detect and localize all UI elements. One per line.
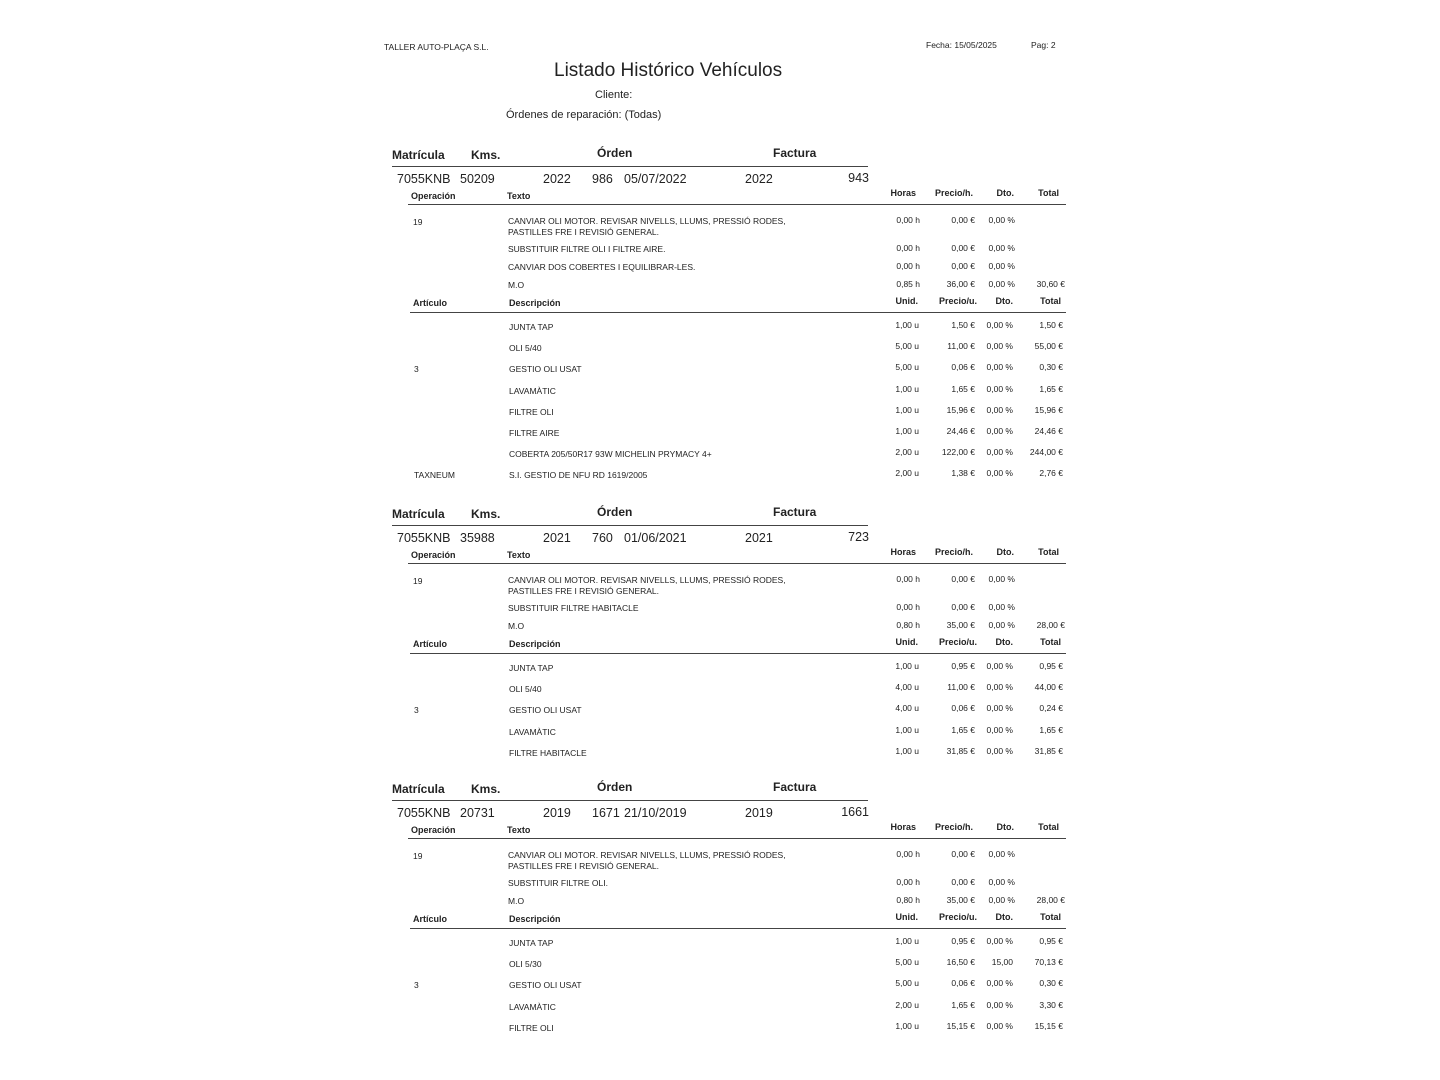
col-horas: Horas <box>890 547 916 557</box>
col-precio-unidad: Precio/u. <box>938 912 977 922</box>
article-total: 55,00 € <box>1034 341 1063 352</box>
header-orden: Órden <box>597 505 633 519</box>
article-description: FILTRE HABITACLE <box>509 747 587 758</box>
article-description: FILTRE AIRE <box>509 428 560 438</box>
operation-rate: 0,00 € <box>951 243 975 253</box>
order-date: 05/07/2022 <box>624 172 687 186</box>
plate-number: 7055KNB <box>397 806 451 820</box>
operation-hours: 0,00 h <box>896 849 920 859</box>
page-title: Listado Histórico Vehículos <box>554 60 783 81</box>
article-total: 0,24 € <box>1039 703 1063 714</box>
article-unit-price: 1,65 € <box>951 383 975 394</box>
operation-code: 19 <box>413 851 423 861</box>
col-unid: Unid. <box>895 296 918 306</box>
article-description: FILTRE OLI <box>509 1022 554 1033</box>
invoice-year: 2022 <box>745 172 773 186</box>
operation-hours: 0,80 h <box>896 895 920 905</box>
article-code: TAXNEUM <box>414 470 455 481</box>
invoice-number: 943 <box>848 171 869 185</box>
article-description: GESTIO OLI USAT <box>509 980 582 991</box>
operation-discount: 0,00 % <box>988 877 1015 887</box>
operation-hours: 0,00 h <box>896 215 920 225</box>
article-discount: 0,00 % <box>986 362 1013 373</box>
article-unit-price: 1,50 € <box>951 320 975 330</box>
plate-number: 7055KNB <box>397 172 451 186</box>
article-description: LAVAMÀTIC <box>509 385 556 396</box>
col-texto: Texto <box>507 191 531 201</box>
article-units: 1,00 u <box>895 320 919 330</box>
operation-code: 19 <box>413 217 423 227</box>
operation-text: M.O <box>508 896 525 906</box>
article-description: OLI 5/30 <box>509 959 542 970</box>
operation-rate: 35,00 € <box>946 895 975 905</box>
article-units: 1,00 u <box>895 383 919 394</box>
article-description: LAVAMÀTIC <box>509 726 556 737</box>
article-total: 0,30 € <box>1039 362 1063 373</box>
article-total: 44,00 € <box>1034 682 1063 693</box>
article-unit-price: 15,15 € <box>946 1020 975 1031</box>
order-year: 2019 <box>543 806 571 820</box>
article-description: JUNTA TAP <box>509 938 554 948</box>
operation-total: 28,00 € <box>1036 895 1065 905</box>
header-matricula: Matrícula <box>392 782 445 796</box>
article-units: 1,00 u <box>895 426 919 436</box>
col-articulo: Artículo <box>413 298 448 308</box>
operation-total: 28,00 € <box>1036 620 1065 630</box>
operation-text: M.O <box>508 621 525 631</box>
article-description: OLI 5/40 <box>509 684 542 695</box>
col-precio-hora: Precio/h. <box>934 188 973 198</box>
order-number: 986 <box>592 172 613 186</box>
article-total: 1,50 € <box>1039 320 1063 330</box>
operation-discount: 0,00 % <box>988 895 1015 905</box>
col-dto: Dto. <box>996 188 1014 198</box>
col-precio-unidad: Precio/u. <box>938 296 977 306</box>
article-total: 3,30 € <box>1039 999 1063 1010</box>
record-header-rule <box>392 800 868 801</box>
article-units: 1,00 u <box>895 936 919 946</box>
article-unit-price: 15,96 € <box>946 404 975 415</box>
col-articulo: Artículo <box>413 914 448 924</box>
article-total: 31,85 € <box>1034 745 1063 756</box>
col-total: Total <box>1038 188 1059 198</box>
order-year: 2021 <box>543 531 571 545</box>
article-total: 24,46 € <box>1034 426 1063 436</box>
article-code: 3 <box>414 980 419 991</box>
operation-rate: 35,00 € <box>946 620 975 630</box>
article-description: OLI 5/40 <box>509 343 542 354</box>
record-header-rule <box>392 166 868 167</box>
order-number: 760 <box>592 531 613 545</box>
operation-hours: 0,85 h <box>896 279 920 289</box>
article-unit-price: 24,46 € <box>946 426 975 436</box>
col-total: Total <box>1040 637 1061 647</box>
article-description: FILTRE OLI <box>509 406 554 417</box>
article-total: 15,96 € <box>1034 404 1063 415</box>
operations-rule <box>408 204 1066 205</box>
article-description: COBERTA 205/50R17 93W MICHELIN PRYMACY 4+ <box>509 449 712 460</box>
operation-hours: 0,00 h <box>896 574 920 584</box>
article-total: 0,95 € <box>1039 936 1063 946</box>
article-description: GESTIO OLI USAT <box>509 364 582 375</box>
invoice-year: 2021 <box>745 531 773 545</box>
operation-text-line2: PASTILLES FRE I REVISIÓ GENERAL. <box>508 861 659 871</box>
operation-discount: 0,00 % <box>988 243 1015 253</box>
operations-rule <box>408 838 1066 839</box>
header-matricula: Matrícula <box>392 507 445 521</box>
article-description: GESTIO OLI USAT <box>509 705 582 716</box>
article-unit-price: 122,00 € <box>941 447 975 458</box>
kms-value: 20731 <box>460 806 495 820</box>
article-code: 3 <box>414 364 419 375</box>
article-units: 5,00 u <box>895 978 919 989</box>
page-number: Pag: 2 <box>1031 40 1056 50</box>
operation-discount: 0,00 % <box>988 261 1015 271</box>
article-discount: 0,00 % <box>986 703 1013 714</box>
operation-text: M.O <box>508 280 525 290</box>
operation-hours: 0,00 h <box>896 602 920 612</box>
header-kms: Kms. <box>471 782 501 796</box>
operation-text: CANVIAR OLI MOTOR. REVISAR NIVELLS, LLUMS, PRESSIÓ RODES, <box>508 575 786 585</box>
col-dto: Dto. <box>995 912 1013 922</box>
operation-discount: 0,00 % <box>988 602 1015 612</box>
operation-discount: 0,00 % <box>988 620 1015 630</box>
col-descripcion: Descripción <box>509 914 561 924</box>
article-description: JUNTA TAP <box>509 322 554 332</box>
header-matricula: Matrícula <box>392 148 445 162</box>
article-unit-price: 0,95 € <box>951 661 975 671</box>
operation-hours: 0,00 h <box>896 243 920 253</box>
header-factura: Factura <box>773 146 817 160</box>
record-header-rule <box>392 525 868 526</box>
col-precio-hora: Precio/h. <box>934 822 973 832</box>
article-unit-price: 11,00 € <box>947 682 975 693</box>
article-unit-price: 0,95 € <box>951 936 975 946</box>
kms-value: 35988 <box>460 531 495 545</box>
article-discount: 0,00 % <box>986 682 1013 693</box>
article-total: 2,76 € <box>1039 468 1063 479</box>
articles-rule <box>410 312 1066 313</box>
invoice-number: 723 <box>848 530 869 544</box>
operation-rate: 0,00 € <box>951 849 975 859</box>
operation-rate: 0,00 € <box>951 602 975 612</box>
col-dto: Dto. <box>995 296 1013 306</box>
article-unit-price: 1,65 € <box>951 724 975 735</box>
operation-text: CANVIAR OLI MOTOR. REVISAR NIVELLS, LLUMS, PRESSIÓ RODES, <box>508 216 786 226</box>
print-date: Fecha: 15/05/2025 <box>926 40 997 50</box>
operation-rate: 0,00 € <box>951 877 975 887</box>
article-units: 4,00 u <box>895 703 919 714</box>
col-precio-unidad: Precio/u. <box>938 637 977 647</box>
article-total: 70,13 € <box>1034 957 1063 968</box>
header-factura: Factura <box>773 505 817 519</box>
article-discount: 0,00 % <box>986 724 1013 735</box>
operation-rate: 0,00 € <box>951 215 975 225</box>
operation-hours: 0,00 h <box>896 877 920 887</box>
article-total: 1,65 € <box>1039 383 1063 394</box>
article-units: 5,00 u <box>895 341 919 352</box>
operation-text: SUBSTITUIR FILTRE OLI. <box>508 878 608 888</box>
col-total: Total <box>1038 547 1059 557</box>
article-discount: 0,00 % <box>986 745 1013 756</box>
header-kms: Kms. <box>471 148 501 162</box>
article-units: 1,00 u <box>895 724 919 735</box>
article-total: 244,00 € <box>1029 447 1063 458</box>
article-units: 5,00 u <box>895 362 919 373</box>
col-unid: Unid. <box>895 637 918 647</box>
col-horas: Horas <box>890 822 916 832</box>
client-label: Cliente: <box>595 89 633 101</box>
col-articulo: Artículo <box>413 639 448 649</box>
col-horas: Horas <box>890 188 916 198</box>
article-unit-price: 11,00 € <box>947 341 975 352</box>
header-kms: Kms. <box>471 507 501 521</box>
article-units: 4,00 u <box>895 682 919 693</box>
article-discount: 0,00 % <box>986 320 1013 330</box>
article-unit-price: 31,85 € <box>946 745 975 756</box>
col-dto: Dto. <box>996 547 1014 557</box>
operation-text: SUBSTITUIR FILTRE OLI I FILTRE AIRE. <box>508 244 666 254</box>
article-units: 2,00 u <box>895 999 919 1010</box>
operation-code: 19 <box>413 576 423 586</box>
invoice-year: 2019 <box>745 806 773 820</box>
article-discount: 0,00 % <box>986 404 1013 415</box>
kms-value: 50209 <box>460 172 495 186</box>
operation-text: SUBSTITUIR FILTRE HABITACLE <box>508 603 639 613</box>
order-year: 2022 <box>543 172 571 186</box>
col-dto: Dto. <box>995 637 1013 647</box>
article-discount: 0,00 % <box>986 1020 1013 1031</box>
order-date: 01/06/2021 <box>624 531 687 545</box>
invoice-number: 1661 <box>841 805 869 819</box>
article-units: 1,00 u <box>895 1020 919 1031</box>
article-units: 2,00 u <box>895 447 919 458</box>
operation-discount: 0,00 % <box>988 215 1015 225</box>
article-unit-price: 0,06 € <box>951 362 975 373</box>
operation-discount: 0,00 % <box>988 279 1015 289</box>
col-unid: Unid. <box>895 912 918 922</box>
article-unit-price: 1,38 € <box>951 468 975 479</box>
col-total: Total <box>1038 822 1059 832</box>
article-units: 5,00 u <box>895 957 919 968</box>
article-discount: 0,00 % <box>986 383 1013 394</box>
article-discount: 0,00 % <box>986 426 1013 436</box>
operation-hours: 0,80 h <box>896 620 920 630</box>
article-discount: 0,00 % <box>986 936 1013 946</box>
operation-rate: 0,00 € <box>951 261 975 271</box>
article-unit-price: 1,65 € <box>951 999 975 1010</box>
operation-text-line2: PASTILLES FRE I REVISIÓ GENERAL. <box>508 227 659 237</box>
col-operacion: Operación <box>411 825 456 835</box>
articles-rule <box>410 653 1066 654</box>
article-description: JUNTA TAP <box>509 663 554 673</box>
operation-text-line2: PASTILLES FRE I REVISIÓ GENERAL. <box>508 586 659 596</box>
col-total: Total <box>1040 912 1061 922</box>
plate-number: 7055KNB <box>397 531 451 545</box>
operation-discount: 0,00 % <box>988 849 1015 859</box>
order-number: 1671 <box>592 806 620 820</box>
article-units: 1,00 u <box>895 661 919 671</box>
header-factura: Factura <box>773 780 817 794</box>
article-units: 2,00 u <box>895 468 919 479</box>
operation-text: CANVIAR DOS COBERTES I EQUILIBRAR-LES. <box>508 262 696 272</box>
col-texto: Texto <box>507 825 531 835</box>
article-discount: 0,00 % <box>986 999 1013 1010</box>
article-total: 0,30 € <box>1039 978 1063 989</box>
article-units: 1,00 u <box>895 745 919 756</box>
col-total: Total <box>1040 296 1061 306</box>
header-orden: Órden <box>597 146 633 160</box>
article-discount: 0,00 % <box>986 978 1013 989</box>
article-description: LAVAMÀTIC <box>509 1001 556 1012</box>
articles-rule <box>410 928 1066 929</box>
article-unit-price: 0,06 € <box>951 703 975 714</box>
operation-text: CANVIAR OLI MOTOR. REVISAR NIVELLS, LLUMS, PRESSIÓ RODES, <box>508 850 786 860</box>
operation-rate: 0,00 € <box>951 574 975 584</box>
article-discount: 15,00 <box>991 957 1013 968</box>
header-orden: Órden <box>597 780 633 794</box>
article-total: 0,95 € <box>1039 661 1063 671</box>
article-units: 1,00 u <box>895 404 919 415</box>
col-operacion: Operación <box>411 550 456 560</box>
orders-filter: Órdenes de reparación: (Todas) <box>506 109 662 121</box>
col-descripcion: Descripción <box>509 298 561 308</box>
article-total: 15,15 € <box>1034 1020 1063 1031</box>
operation-discount: 0,00 % <box>988 574 1015 584</box>
order-date: 21/10/2019 <box>624 806 687 820</box>
col-precio-hora: Precio/h. <box>934 547 973 557</box>
article-code: 3 <box>414 705 419 716</box>
article-discount: 0,00 % <box>986 341 1013 352</box>
col-operacion: Operación <box>411 191 456 201</box>
operation-total: 30,60 € <box>1036 279 1065 289</box>
col-dto: Dto. <box>996 822 1014 832</box>
operations-rule <box>408 563 1066 564</box>
col-descripcion: Descripción <box>509 639 561 649</box>
operation-hours: 0,00 h <box>896 261 920 271</box>
col-texto: Texto <box>507 550 531 560</box>
operation-rate: 36,00 € <box>946 279 975 289</box>
article-description: S.I. GESTIO DE NFU RD 1619/2005 <box>509 470 648 481</box>
article-total: 1,65 € <box>1039 724 1063 735</box>
article-discount: 0,00 % <box>986 447 1013 458</box>
company-name: TALLER AUTO-PLAÇA S.L. <box>384 42 489 52</box>
article-discount: 0,00 % <box>986 468 1013 479</box>
article-unit-price: 16,50 € <box>946 957 975 968</box>
article-discount: 0,00 % <box>986 661 1013 671</box>
article-unit-price: 0,06 € <box>951 978 975 989</box>
